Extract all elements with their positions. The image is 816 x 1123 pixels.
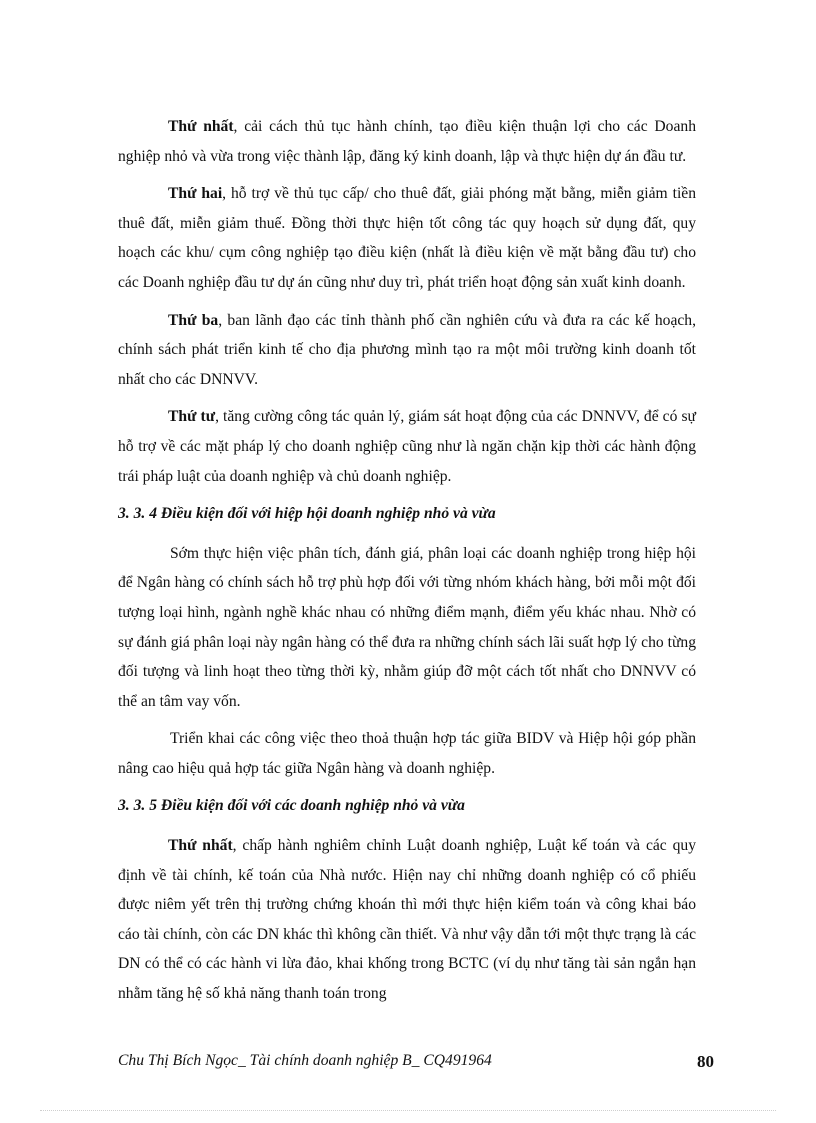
- paragraph-334-cooperation: Triển khai các công việc theo thoả thuận hợp tác giữa BIDV và Hiệp hội góp phần nâng cao hiệu quả hợp tác giữa Ngân hàng và doanh nghiệp.: [118, 730, 696, 777]
- section-heading-335: 3. 3. 5 Điều kiện đối với các doanh nghiệp nhỏ và vừa: [118, 797, 465, 815]
- section-heading-334: 3. 3. 4 Điều kiện đối với hiệp hội doanh nghiệp nhỏ và vừa: [118, 505, 496, 523]
- paragraph-text: , chấp hành nghiêm chỉnh Luật doanh nghiệp, Luật kế toán và các quy định về tài chính, kế toán của Nhà nước. Hiện nay chỉ những doanh nghiệp có cổ phiếu được niêm yết trên thị trường chứng khoán thì mới thực hiện kiểm toán và công khai báo cáo tài chính, còn các DN khác thì không cần thiết. Và như vậy dẫn tới một thực trạng là các DN có thể có các hành vi lừa đảo, khai khống trong BCTC (ví dụ như tăng tài sản ngắn hạn nhằm tăng hệ số khả năng thanh toán trong: [118, 837, 696, 1003]
- paragraph-text: , cải cách thủ tục hành chính, tạo điều kiện thuận lợi cho các Doanh nghiệp nhỏ và vừa trong việc thành lập, đăng ký kinh doanh, lập và thực hiện dự án đầu tư.: [118, 118, 696, 165]
- paragraph-thu-nhat: [118, 112, 696, 171]
- paragraph-334-analysis: Sớm thực hiện việc phân tích, đánh giá, phân loại các doanh nghiệp trong hiệp hội để Ngân hàng có chính sách hỗ trợ phù hợp đối với từng nhóm khách hàng, bởi mỗi một đối tượng loại hình, ngành nghề khác nhau có những điểm mạnh, điểm yếu khác nhau. Nhờ có sự đánh giá phân loại này ngân hàng có thể đưa ra những chính sách lãi suất hợp lý cho từng đối tượng và linh hoạt theo từng thời kỳ, nhằm giúp đỡ một cách tốt nhất cho DNNVV có thể an tâm vay vốn.: [118, 544, 696, 710]
- paragraph-lead: Thứ tư: [168, 408, 216, 426]
- paragraph-text: , hỗ trợ về thủ tục cấp/ cho thuê đất, giải phóng mặt bằng, miễn giảm tiền thuê đất, miễn giảm thuế. Đồng thời thực hiện tốt công tác quy hoạch sử dụng đất, quy hoạch các khu/ cụm công nghiệp tạo điều kiện (nhất là điều kiện về mặt bằng đầu tư) cho các Doanh nghiệp đầu tư dự án cũng như duy trì, phát triển hoạt động sản xuất kinh doanh.: [118, 185, 696, 291]
- paragraph-thu-ba: [118, 306, 696, 395]
- page-bottom-divider: [40, 1110, 776, 1111]
- paragraph-thu-hai: [118, 179, 696, 297]
- paragraph-335-thu-nhat: [118, 831, 696, 1009]
- footer-author-text: Chu Thị Bích Ngọc_ Tài chính doanh nghiệp B_ CQ491964: [118, 1052, 492, 1069]
- paragraph-text: , tăng cường công tác quản lý, giám sát hoạt động của các DNNVV, để có sự hỗ trợ về các mặt pháp lý cho doanh nghiệp cũng như là ngăn chặn kịp thời các hành động trái pháp luật của doanh nghiệp và chủ doanh nghiệp.: [118, 408, 696, 485]
- paragraph-text: , ban lãnh đạo các tỉnh thành phố cần nghiên cứu và đưa ra các kế hoạch, chính sách phát triển kinh tế cho địa phương mình tạo ra một môi trường kinh doanh tốt nhất cho các DNNVV.: [118, 311, 696, 388]
- paragraph-lead: Thứ nhất: [168, 118, 234, 135]
- paragraph-thu-tu: [118, 402, 696, 491]
- paragraph-lead: Thứ ba: [168, 311, 219, 329]
- paragraph-lead: Thứ hai: [168, 185, 223, 203]
- document-body: [118, 112, 696, 1017]
- paragraph-lead: Thứ nhất: [168, 837, 233, 855]
- page-number: 80: [697, 1052, 714, 1071]
- page-footer: [118, 1052, 714, 1080]
